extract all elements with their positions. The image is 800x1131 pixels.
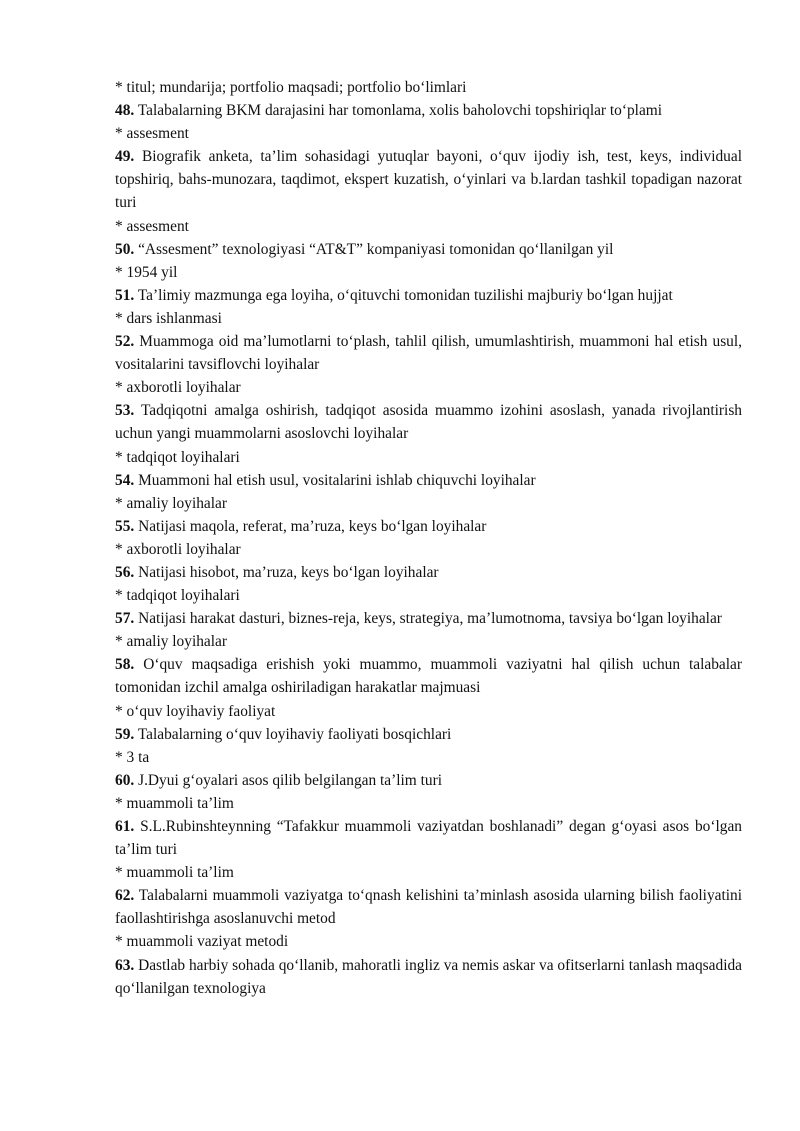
question-item — [115, 607, 742, 630]
question-number: 51. — [115, 286, 135, 304]
question-text: Muammoni hal etish usul, vositalarini ishlab chiquvchi loyihalar — [134, 471, 536, 489]
question-item — [115, 469, 742, 492]
question-number: 53. — [115, 402, 135, 420]
answer-text: * axborotli loyihalar — [115, 540, 241, 558]
question-number: 48. — [115, 102, 135, 120]
question-text: Tadqiqotni amalga oshirish, tadqiqot asosida muammo izohini asoslash, yanada rivojlantirish uchun yangi muammolarni asoslovchi loyihalar — [115, 402, 742, 443]
question-number: 58. — [115, 656, 135, 674]
question-item — [115, 145, 742, 214]
answer-text: * axborotli loyihalar — [115, 379, 241, 397]
question-text: Biografik anketa, ta’lim sohasidagi yutuqlar bayoni, o‘quv ijodiy ish, test, keys, individual topshiriq, bahs-munozara, taqdimot, ekspert kuzatish, o‘yinlari va b.lardan tashkil topadigan nazorat turi — [115, 148, 742, 212]
question-text: Natijasi maqola, referat, ma’ruza, keys bo‘lgan loyihalar — [134, 517, 487, 535]
answer-text: * dars ishlanmasi — [115, 309, 222, 327]
answer-text: * 3 ta — [115, 748, 150, 766]
question-text: “Assesment” texnologiyasi “AT&T” kompaniyasi tomonidan qo‘llanilgan yil — [134, 240, 614, 258]
question-item — [115, 561, 742, 584]
question-number: 55. — [115, 517, 135, 535]
question-item — [115, 330, 742, 376]
question-item — [115, 815, 742, 861]
question-item — [115, 954, 742, 1000]
question-item — [115, 399, 742, 445]
question-text: Natijasi harakat dasturi, biznes-reja, keys, strategiya, ma’lumotnoma, tavsiya bo‘lgan loyihalar — [134, 610, 722, 628]
question-text: Talabalarni muammoli vaziyatga to‘qnash kelishini ta’minlash asosida ularning bilish faoliyatini faollashtirishga asoslanuvchi metod — [115, 887, 742, 928]
question-number: 60. — [115, 771, 135, 789]
question-text: Natijasi hisobot, ma’ruza, keys bo‘lgan loyihalar — [134, 563, 439, 581]
question-text: O‘quv maqsadiga erishish yoki muammo, muammoli vaziyatni hal qilish uchun talabalar tomonidan izchil amalga oshiriladigan harakatlar majmuasi — [115, 656, 742, 697]
question-number: 62. — [115, 887, 135, 905]
question-item — [115, 284, 742, 307]
answer-text: * muammoli ta’lim — [115, 794, 234, 812]
answer-text: * o‘quv loyihaviy faoliyat — [115, 702, 276, 720]
question-text: Talabalarning BKM darajasini har tomonlama, xolis baholovchi topshiriqlar to‘plami — [134, 102, 663, 120]
answer-text: * assesment — [115, 125, 189, 143]
question-number: 63. — [115, 956, 135, 974]
question-item — [115, 769, 742, 792]
answer-text: * tadqiqot loyihalari — [115, 448, 240, 466]
answer-text: * tadqiqot loyihalari — [115, 587, 240, 605]
question-number: 52. — [115, 333, 135, 351]
question-number: 50. — [115, 240, 135, 258]
document-page — [115, 76, 742, 1000]
answer-text: * 1954 yil — [115, 263, 178, 281]
question-text: Ta’limiy mazmunga ega loyiha, o‘qituvchi tomonidan tuzilishi majburiy bo‘lgan hujjat — [134, 286, 673, 304]
question-text: Dastlab harbiy sohada qo‘llanib, mahoratli ingliz va nemis askar va ofitserlarni tanlash maqsadida qo‘llanilgan texnologiya — [115, 956, 742, 997]
question-text: J.Dyui g‘oyalari asos qilib belgilangan ta’lim turi — [134, 771, 443, 789]
question-text: Talabalarning o‘quv loyihaviy faoliyati bosqichlari — [134, 725, 452, 743]
question-item — [115, 238, 742, 261]
question-list — [115, 99, 742, 1000]
question-item — [115, 723, 742, 746]
question-number: 54. — [115, 471, 135, 489]
question-item — [115, 99, 742, 122]
answer-text: * assesment — [115, 217, 189, 235]
answer-text: * muammoli ta’lim — [115, 864, 234, 882]
question-text: Muammoga oid ma’lumotlarni to‘plash, tahlil qilish, umumlashtirish, muammoni hal etish usul, vositalarini tavsiflovchi loyihalar — [115, 333, 742, 374]
question-text: S.L.Rubinshteynning “Tafakkur muammoli vaziyatdan boshlanadi” degan g‘oyasi asos bo‘lgan ta’lim turi — [115, 818, 742, 859]
question-number: 61. — [115, 818, 135, 835]
answer-text: * muammoli vaziyat metodi — [115, 933, 289, 951]
question-number: 49. — [115, 148, 135, 166]
answer-text: * amaliy loyihalar — [115, 494, 227, 512]
question-item — [115, 515, 742, 538]
intro-answer: * titul; mundarija; portfolio maqsadi; portfolio bo‘limlari — [115, 79, 467, 96]
question-number: 56. — [115, 563, 135, 581]
question-item — [115, 653, 742, 699]
question-item — [115, 884, 742, 930]
question-number: 59. — [115, 725, 135, 743]
question-number: 57. — [115, 610, 135, 628]
answer-text: * amaliy loyihalar — [115, 633, 227, 651]
